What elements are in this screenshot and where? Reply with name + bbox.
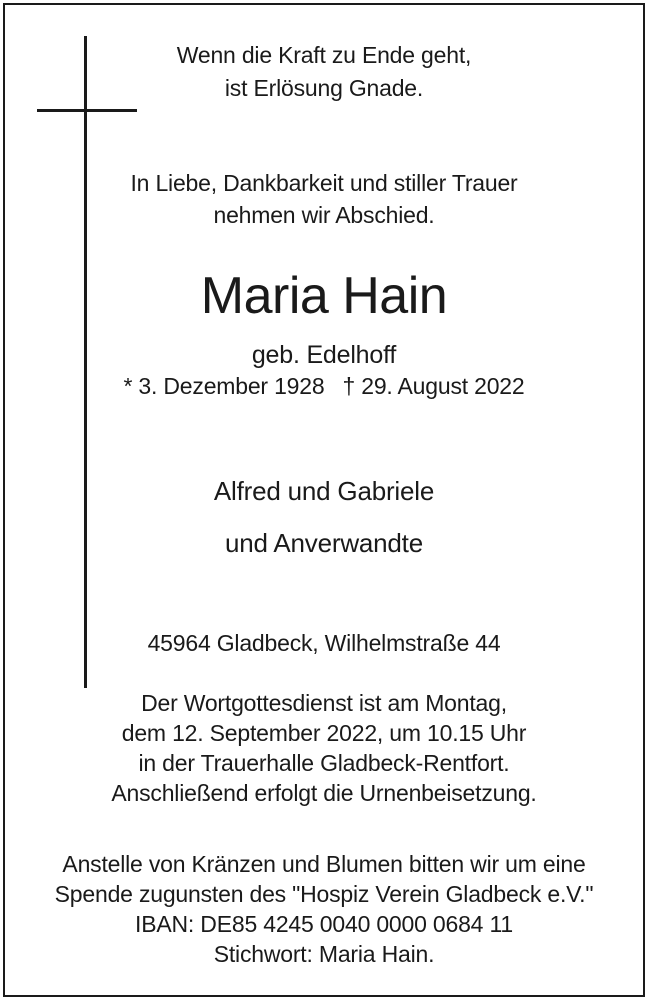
donation-line-1: Anstelle von Kränzen und Blumen bitten wir um eine <box>62 851 586 877</box>
cross-horizontal-bar <box>37 109 137 112</box>
intro-line-1: In Liebe, Dankbarkeit und stiller Trauer <box>130 170 518 196</box>
life-dates-line <box>0 371 648 401</box>
donation-iban-line: IBAN: DE85 4245 0040 0000 0684 11 <box>135 911 513 937</box>
service-line-4: Anschließend erfolgt die Urnenbeisetzung. <box>111 780 537 806</box>
service-line-1: Der Wortgottesdienst ist am Montag, <box>141 690 507 716</box>
service-line-2: dem 12. September 2022, um 10.15 Uhr <box>121 720 527 746</box>
intro-line-2: nehmen wir Abschied. <box>213 202 435 228</box>
service-line-3: in der Trauerhalle Gladbeck-Rentfort. <box>138 750 510 776</box>
deceased-name: Maria Hain <box>200 267 448 325</box>
address-line: 45964 Gladbeck, Wilhelmstraße 44 <box>147 630 501 656</box>
verse-line-2: ist Erlösung Gnade. <box>224 75 424 101</box>
mourners-line-1: Alfred und Gabriele <box>213 476 435 506</box>
death-date: † 29. August 2022 <box>342 373 525 399</box>
verse-line-1: Wenn die Kraft zu Ende geht, <box>176 42 472 68</box>
mourners-line-2: und Anverwandte <box>225 528 423 558</box>
donation-keyword-line: Stichwort: Maria Hain. <box>213 941 435 967</box>
donation-line-2: Spende zugunsten des "Hospiz Verein Gladbeck e.V." <box>54 881 594 907</box>
birth-date: * 3. Dezember 1928 <box>123 373 325 399</box>
deceased-birth-name: geb. Edelhoff <box>251 341 397 369</box>
